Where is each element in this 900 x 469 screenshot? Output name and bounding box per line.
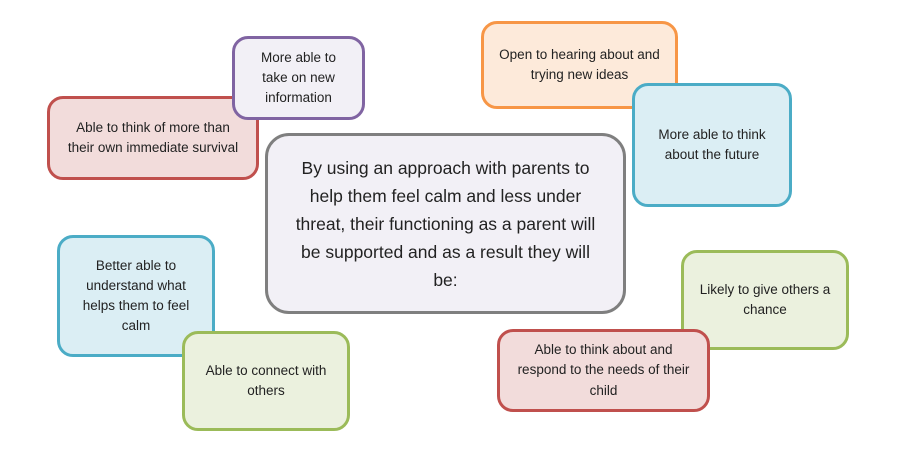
outcome-text: Better able to understand what helps them to feel calm xyxy=(82,257,190,334)
outcome-text: Likely to give others a chance xyxy=(699,281,831,317)
outcome-text: Able to connect with others xyxy=(205,362,327,398)
outcome-box-child-needs xyxy=(497,329,710,412)
outcome-text: Open to hearing about and trying new ideas xyxy=(499,46,660,82)
central-statement-text: By using an approach with parents to help them feel calm and less under threat, their functioning as a parent will be supported and as a result they will be: xyxy=(295,157,596,290)
outcome-box-connect xyxy=(182,331,350,431)
outcome-text: Able to think of more than their own immediate survival xyxy=(67,119,239,155)
outcome-text: More able to think about the future xyxy=(658,126,766,162)
outcome-box-future xyxy=(632,83,792,207)
outcome-box-own-survival xyxy=(47,96,259,180)
outcome-text: Able to think about and respond to the needs of their child xyxy=(517,342,690,398)
outcome-box-new-information xyxy=(232,36,365,120)
outcome-text: More able to take on new information xyxy=(260,49,337,106)
central-statement-box xyxy=(265,133,626,314)
